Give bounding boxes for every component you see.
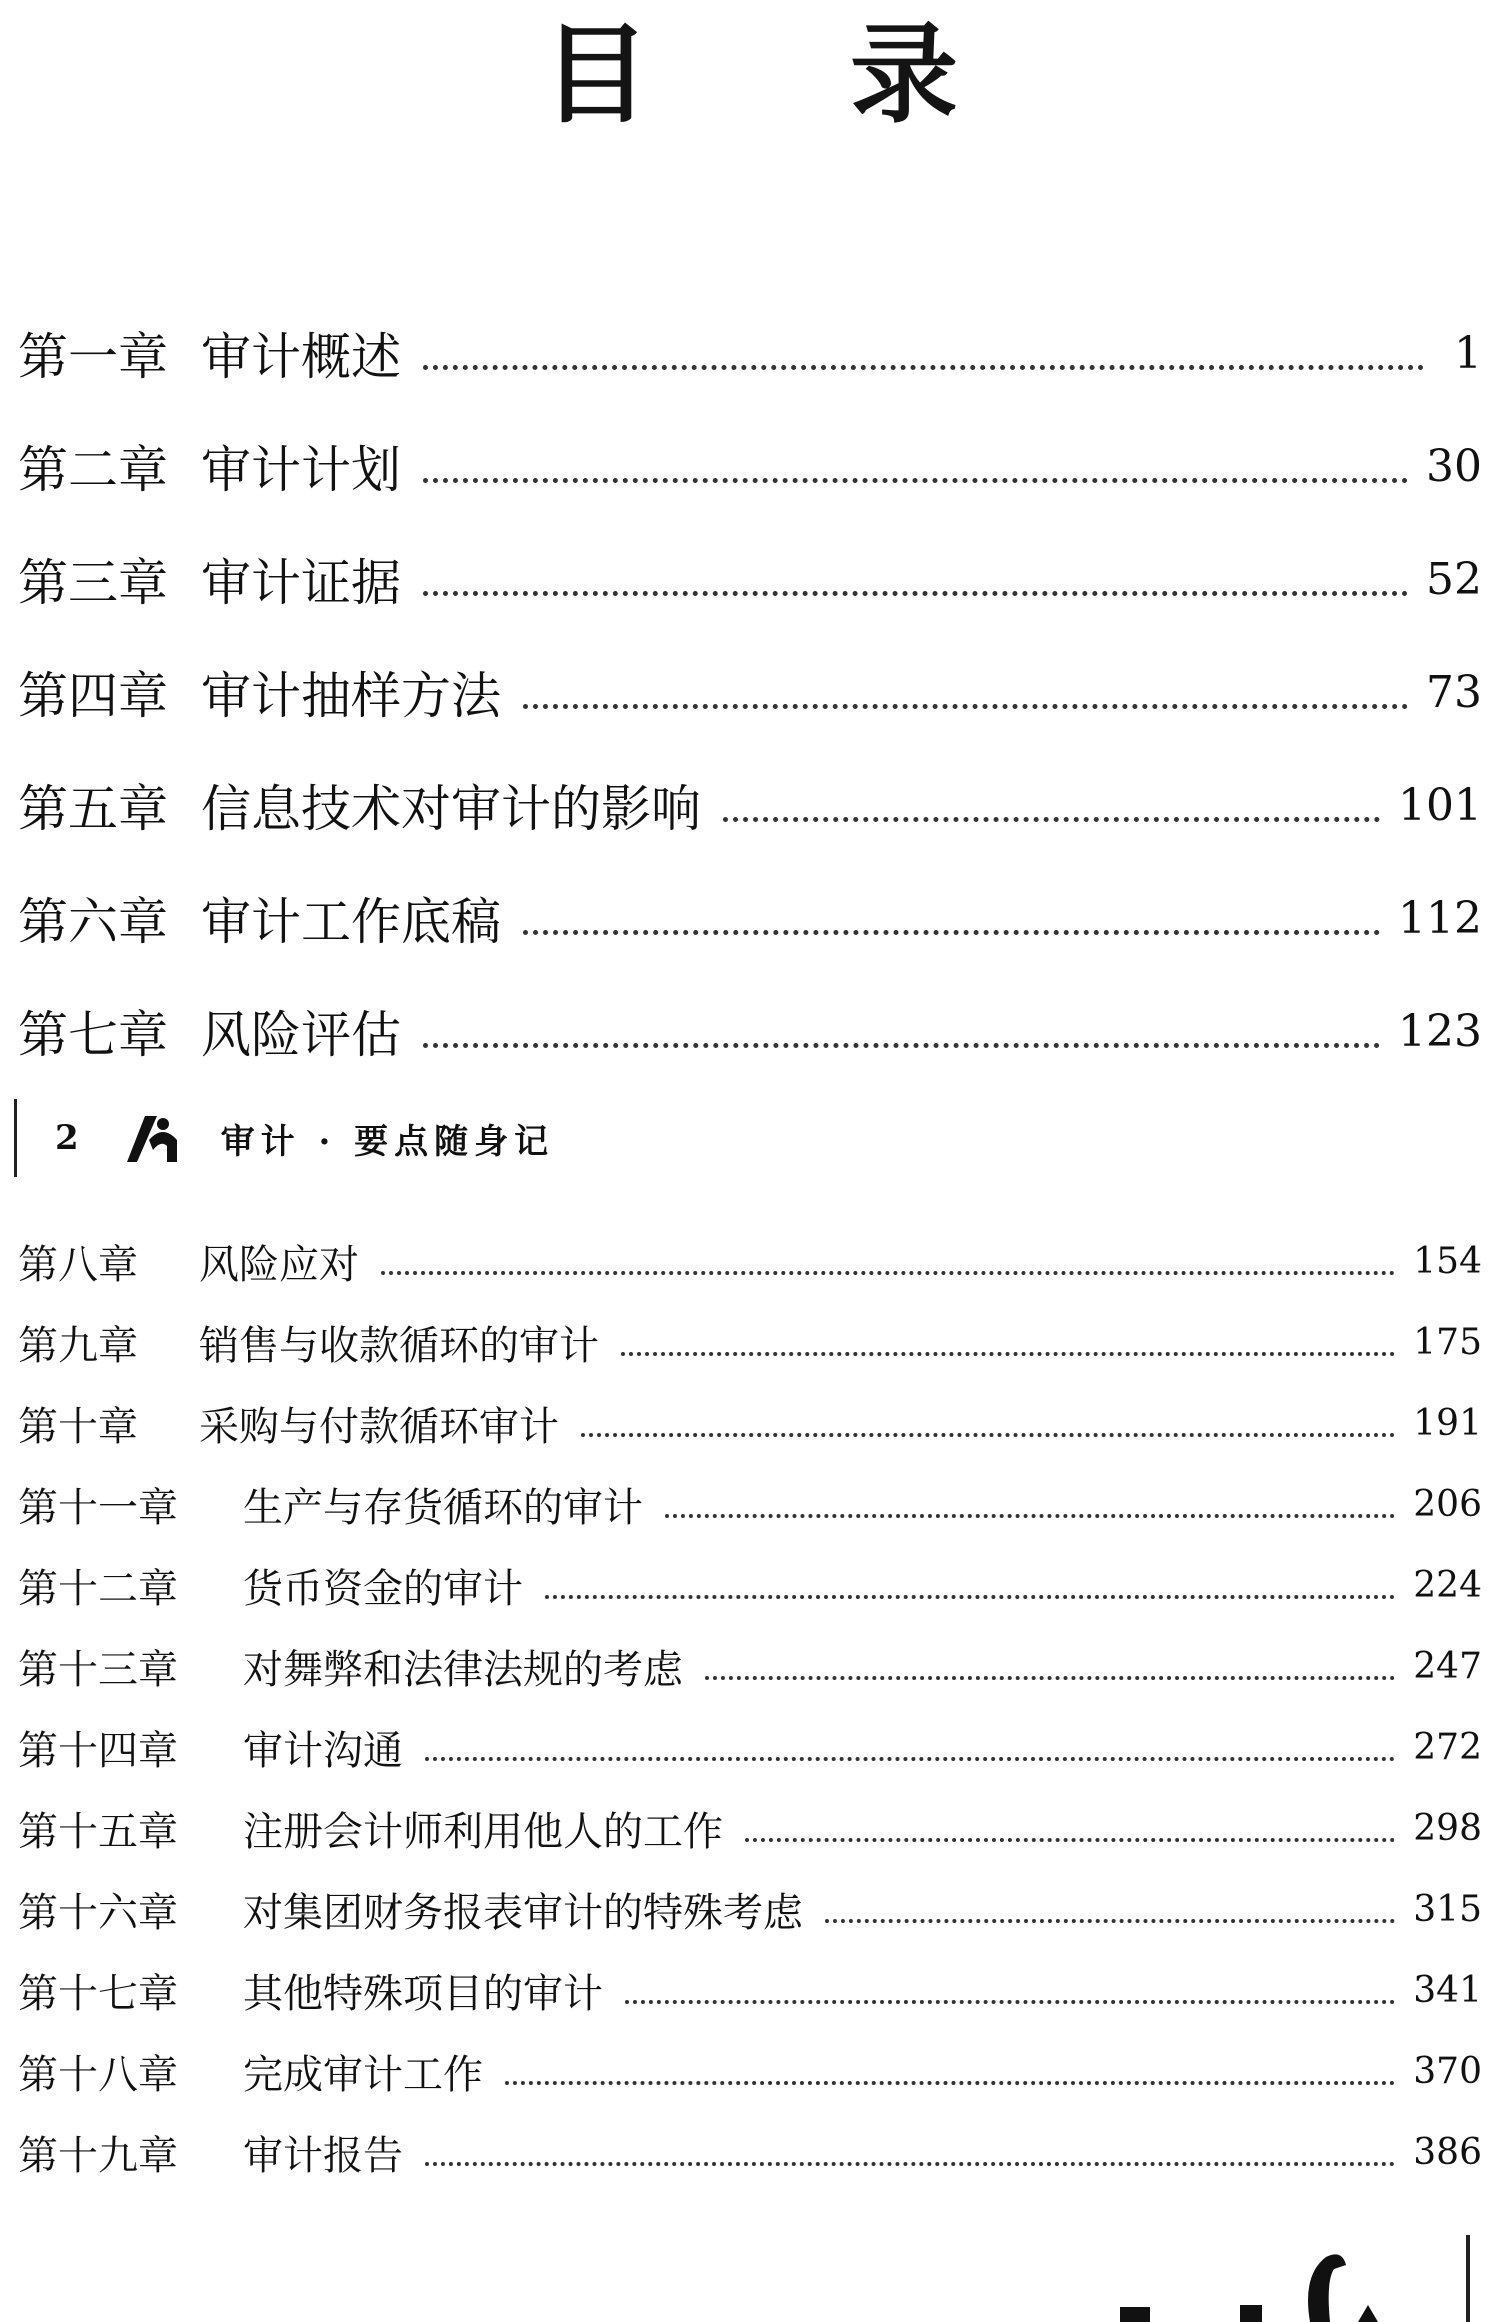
page-number: 370	[1413, 2050, 1482, 2092]
toc-entry[interactable]	[18, 426, 1482, 506]
dot-leader	[425, 2162, 1395, 2166]
chapter-title: 注册会计师利用他人的工作	[243, 1808, 723, 1855]
chapter-title: 风险评估	[201, 1006, 401, 1064]
toc-entry[interactable]	[18, 1311, 1482, 1373]
page-title-char-1: 目	[541, 11, 650, 138]
page-number: 386	[1413, 2131, 1482, 2173]
chapter-title: 审计证据	[201, 554, 401, 612]
page-title-char-2: 录	[850, 11, 959, 138]
chapter-title: 对集团财务报表审计的特殊考虑	[243, 1889, 803, 1936]
dot-leader	[665, 1514, 1395, 1518]
dot-leader	[425, 1757, 1395, 1761]
toc-entry[interactable]	[18, 765, 1482, 845]
page-number: 52	[1426, 553, 1482, 605]
toc-entry[interactable]	[18, 2121, 1482, 2183]
chapter-title: 风险应对	[199, 1241, 359, 1288]
chapter-number: 第十三章	[18, 1646, 178, 1693]
dot-leader	[523, 930, 1380, 935]
toc-entry[interactable]	[18, 652, 1482, 732]
header-page-number: 2	[55, 1118, 79, 1158]
chapter-title: 审计报告	[243, 2132, 403, 2179]
dot-leader	[825, 1919, 1395, 1923]
dot-leader	[505, 2081, 1395, 2085]
page-number: 1	[1454, 327, 1482, 379]
page-number: 154	[1413, 1240, 1482, 1282]
dot-leader	[423, 478, 1408, 483]
chapter-number: 第十五章	[18, 1808, 178, 1855]
chapter-number: 第十一章	[18, 1484, 178, 1531]
toc-entry[interactable]	[18, 878, 1482, 958]
page-number: 315	[1413, 1888, 1482, 1930]
dot-leader	[705, 1676, 1395, 1680]
dot-leader	[423, 365, 1424, 370]
dot-leader	[723, 817, 1380, 822]
chapter-number: 第十九章	[18, 2132, 178, 2179]
toc-entry[interactable]	[18, 1230, 1482, 1292]
chapter-number: 第一章	[18, 328, 168, 386]
dot-leader	[581, 1433, 1395, 1437]
chapter-title: 采购与付款循环审计	[199, 1403, 559, 1450]
chapter-title: 审计概述	[201, 328, 401, 386]
page-number: 123	[1398, 1005, 1482, 1057]
chapter-title: 信息技术对审计的影响	[201, 780, 701, 838]
page-number: 298	[1413, 1807, 1482, 1849]
toc-entry[interactable]	[18, 1392, 1482, 1454]
chapter-number: 第九章	[18, 1322, 138, 1369]
chapter-title: 审计沟通	[243, 1727, 403, 1774]
chapter-number: 第七章	[18, 1006, 168, 1064]
page-number: 73	[1426, 666, 1482, 718]
chapter-number: 第十八章	[18, 2051, 178, 2098]
chapter-number: 第十二章	[18, 1565, 178, 1612]
running-header	[14, 1098, 554, 1178]
chapter-title: 生产与存货循环的审计	[243, 1484, 643, 1531]
dot-leader	[523, 704, 1408, 709]
header-rule	[14, 1099, 17, 1177]
publisher-logo-icon	[123, 1110, 181, 1166]
toc-entry[interactable]	[18, 1554, 1482, 1616]
chapter-title: 审计抽样方法	[201, 667, 501, 725]
footer-logo-icon	[1090, 2235, 1490, 2322]
page-number: 30	[1426, 440, 1482, 492]
chapter-title: 货币资金的审计	[243, 1565, 523, 1612]
dot-leader	[745, 1838, 1395, 1842]
dot-leader	[545, 1595, 1395, 1599]
page-number: 247	[1413, 1645, 1482, 1687]
chapter-number: 第二章	[18, 441, 168, 499]
page-number: 191	[1413, 1402, 1482, 1444]
toc-entry[interactable]	[18, 539, 1482, 619]
dot-leader	[625, 2000, 1395, 2004]
dot-leader	[423, 591, 1408, 596]
chapter-number: 第五章	[18, 780, 168, 838]
chapter-title: 审计工作底稿	[201, 893, 501, 951]
page-number: 224	[1413, 1564, 1482, 1606]
chapter-number: 第十七章	[18, 1970, 178, 2017]
header-book-title: 审计 · 要点随身记	[220, 1121, 555, 1162]
chapter-number: 第四章	[18, 667, 168, 725]
page-number: 206	[1413, 1483, 1482, 1525]
chapter-number: 第六章	[18, 893, 168, 951]
chapter-title: 对舞弊和法律法规的考虑	[243, 1646, 683, 1693]
toc-entry[interactable]	[18, 1797, 1482, 1859]
chapter-title: 审计计划	[201, 441, 401, 499]
toc-entry[interactable]	[18, 1716, 1482, 1778]
toc-entry[interactable]	[18, 1635, 1482, 1697]
chapter-number: 第十章	[18, 1403, 138, 1450]
chapter-title: 完成审计工作	[243, 2051, 483, 2098]
dot-leader	[621, 1352, 1395, 1356]
chapter-title: 销售与收款循环的审计	[199, 1322, 599, 1369]
page-number: 341	[1413, 1969, 1482, 2011]
toc-entry[interactable]	[18, 1959, 1482, 2021]
toc-entry[interactable]	[18, 1878, 1482, 1940]
chapter-number: 第八章	[18, 1241, 138, 1288]
page-number: 112	[1398, 892, 1482, 944]
page-number: 272	[1413, 1726, 1482, 1768]
chapter-number: 第十四章	[18, 1727, 178, 1774]
toc-entry[interactable]	[18, 1473, 1482, 1535]
toc-entry[interactable]	[18, 991, 1482, 1071]
page-number: 101	[1398, 779, 1482, 831]
chapter-title: 其他特殊项目的审计	[243, 1970, 603, 2017]
page-number: 175	[1413, 1321, 1482, 1363]
dot-leader	[381, 1271, 1395, 1275]
dot-leader	[423, 1043, 1380, 1048]
page-title	[0, 0, 1500, 138]
toc-entry[interactable]	[18, 2040, 1482, 2102]
toc-entry[interactable]	[18, 313, 1482, 393]
chapter-number: 第三章	[18, 554, 168, 612]
chapter-number: 第十六章	[18, 1889, 178, 1936]
